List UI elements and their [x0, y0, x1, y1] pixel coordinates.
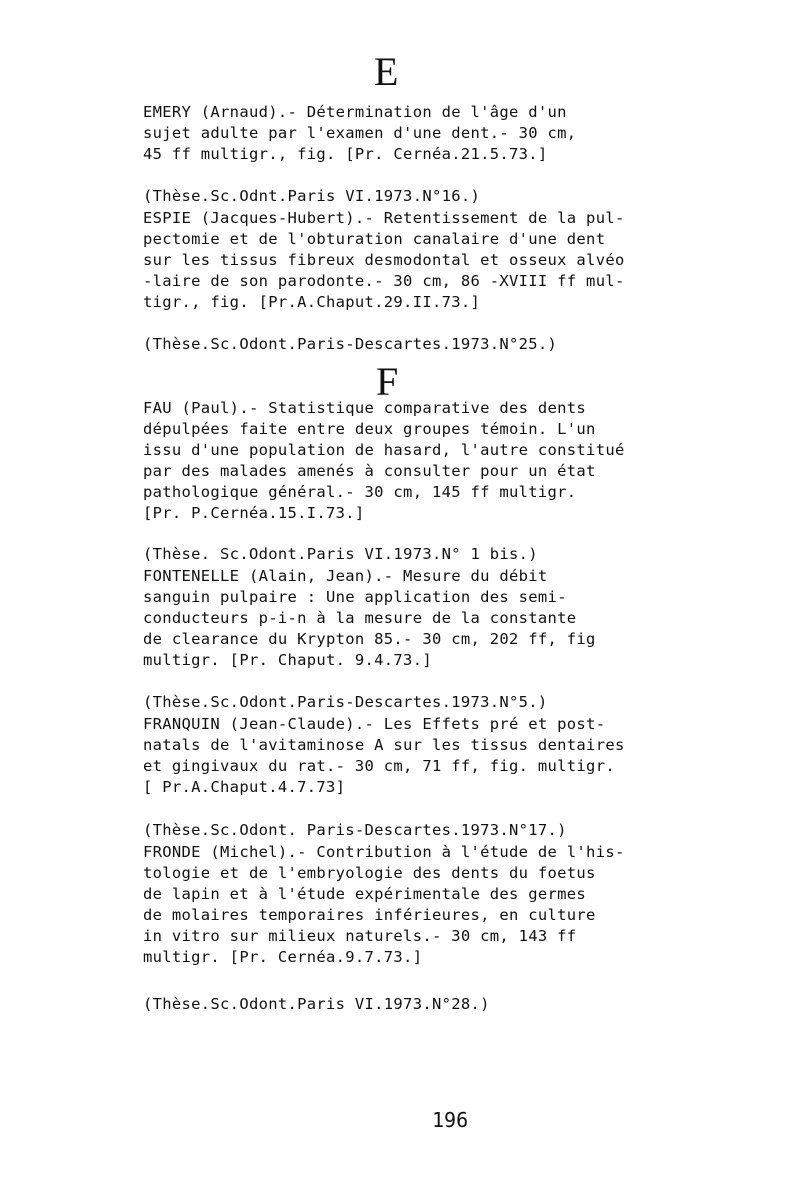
- entry-line: 45 ff multigr., fig. [Pr. Cernéa.21.5.73.]: [143, 145, 548, 163]
- entry-line: de clearance du Krypton 85.- 30 cm, 202 ff, fig: [143, 630, 596, 648]
- entry-citation: (Thèse.Sc.Odont.Paris-Descartes.1973.N°25.): [143, 335, 558, 353]
- bibliography-entry: [143, 208, 663, 313]
- entry-line: de lapin et à l'étude expérimentale des germes: [143, 885, 587, 903]
- entry-line: pathologique général.- 30 cm, 145 ff multigr.: [143, 483, 577, 501]
- entry-line: et gingivaux du rat.- 30 cm, 71 ff, fig. multigr.: [143, 757, 615, 775]
- bibliography-entry: [143, 398, 663, 524]
- entry-line: par des malades amenés à consulter pour un état: [143, 462, 596, 480]
- entry-line: FAU (Paul).- Statistique comparative des dents: [143, 399, 587, 417]
- entry-line: [ Pr.A.Chaput.4.7.73]: [143, 778, 346, 796]
- entry-citation: (Thèse.Sc.Odont.Paris-Descartes.1973.N°5.): [143, 693, 548, 711]
- entry-line: dépulpées faite entre deux groupes témoin. L'un: [143, 420, 596, 438]
- entry-line: FRANQUIN (Jean-Claude).- Les Effets pré et post-: [143, 715, 606, 733]
- entry-line: de molaires temporaires inférieures, en culture: [143, 906, 596, 924]
- bibliography-entry: [143, 102, 663, 165]
- entry-line: conducteurs p-i-n à la mesure de la constante: [143, 609, 577, 627]
- entry-line: -laire de son parodonte.- 30 cm, 86 -XVIII ff mul-: [143, 272, 625, 290]
- entry-line: multigr. [Pr. Cernéa.9.7.73.]: [143, 948, 423, 966]
- entry-line: ESPIE (Jacques-Hubert).- Retentissement de la pul-: [143, 209, 625, 227]
- entry-line: multigr. [Pr. Chaput. 9.4.73.]: [143, 651, 432, 669]
- entry-line: issu d'une population de hasard, l'autre constitué: [143, 441, 625, 459]
- entry-citation: (Thèse. Sc.Odont.Paris VI.1973.N° 1 bis.): [143, 545, 538, 563]
- section-heading-e: E: [374, 49, 399, 94]
- entry-line: tologie et de l'embryologie des dents du foetus: [143, 864, 596, 882]
- entry-line: natals de l'avitaminose A sur les tissus dentaires: [143, 736, 625, 754]
- entry-citation: (Thèse.Sc.Odnt.Paris VI.1973.N°16.): [143, 187, 481, 205]
- entry-line: sujet adulte par l'examen d'une dent.- 30 cm,: [143, 124, 577, 142]
- bibliography-entry: [143, 842, 663, 968]
- entry-line: in vitro sur milieux naturels.- 30 cm, 143 ff: [143, 927, 577, 945]
- entry-citation: (Thèse.Sc.Odont.Paris VI.1973.N°28.): [143, 995, 490, 1013]
- bibliography-entry: [143, 566, 663, 671]
- entry-line: FONTENELLE (Alain, Jean).- Mesure du débit: [143, 567, 548, 585]
- entry-line: sur les tissus fibreux desmodontal et osseux alvéo: [143, 251, 625, 269]
- entry-line: [Pr. P.Cernéa.15.I.73.]: [143, 504, 365, 522]
- entry-line: sanguin pulpaire : Une application des semi-: [143, 588, 567, 606]
- entry-line: EMERY (Arnaud).- Détermination de l'âge d'un: [143, 103, 567, 121]
- entry-line: tigr., fig. [Pr.A.Chaput.29.II.73.]: [143, 293, 481, 311]
- page-number: 196: [432, 1108, 469, 1132]
- section-heading-f: F: [376, 359, 399, 404]
- entry-line: pectomie et de l'obturation canalaire d'une dent: [143, 230, 606, 248]
- entry-citation: (Thèse.Sc.Odont. Paris-Descartes.1973.N°17.): [143, 821, 567, 839]
- bibliography-entry: [143, 714, 663, 798]
- entry-line: FRONDE (Michel).- Contribution à l'étude de l'his-: [143, 843, 625, 861]
